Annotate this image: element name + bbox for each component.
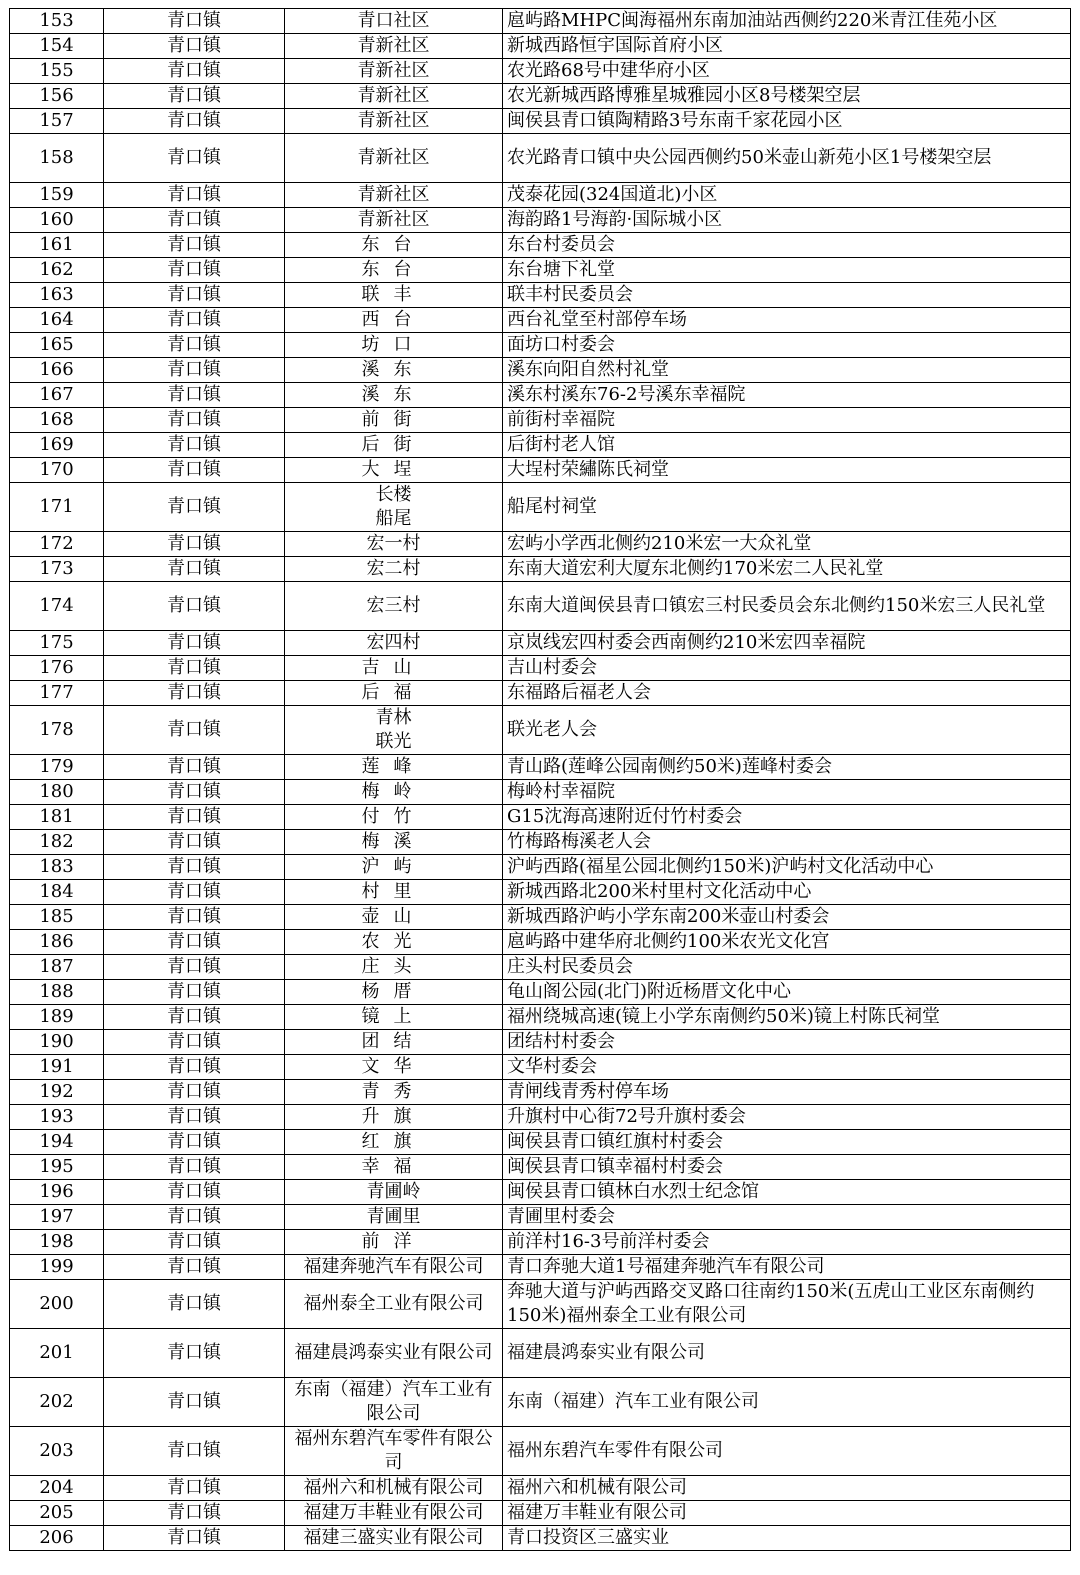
site-name-cell: 青新社区 [285,84,503,109]
town-cell: 青口镇 [104,1378,285,1427]
address-cell: 奔驰大道与沪屿西路交叉路口往南约150米(五虎山工业区东南侧约150米)福州泰全工业有限公司 [503,1280,1071,1329]
table-row [10,532,1071,557]
address-cell: 闽侯县青口镇红旗村村委会 [503,1130,1071,1155]
table-row [10,780,1071,805]
address-cell: 新城西路沪屿小学东南200米壶山村委会 [503,905,1071,930]
address-cell: 农光新城西路博雅星城雅园小区8号楼架空层 [503,84,1071,109]
town-cell: 青口镇 [104,1055,285,1080]
town-cell: 青口镇 [104,1501,285,1526]
site-name-cell: 青秀 [285,1080,503,1105]
table-row [10,1155,1071,1180]
row-number-cell: 197 [10,1205,104,1230]
town-cell: 青口镇 [104,656,285,681]
address-cell: 青闸线青秀村停车场 [503,1080,1071,1105]
address-cell: 沪屿西路(福星公园北侧约150米)沪屿村文化活动中心 [503,855,1071,880]
site-name-cell: 红旗 [285,1130,503,1155]
site-name-cell: 青新社区 [285,109,503,134]
table-row [10,631,1071,656]
row-number-cell: 157 [10,109,104,134]
row-number-cell: 189 [10,1005,104,1030]
table-row [10,458,1071,483]
table-row [10,433,1071,458]
site-name-cell: 梅溪 [285,830,503,855]
table-row [10,905,1071,930]
address-cell: 福州六和机械有限公司 [503,1476,1071,1501]
site-name-cell: 付竹 [285,805,503,830]
site-name-cell: 农光 [285,930,503,955]
town-cell: 青口镇 [104,1180,285,1205]
address-cell: 茂泰花园(324国道北)小区 [503,183,1071,208]
town-cell: 青口镇 [104,1030,285,1055]
town-cell: 青口镇 [104,283,285,308]
table-row [10,681,1071,706]
town-cell: 青口镇 [104,631,285,656]
town-cell: 青口镇 [104,134,285,183]
table-row [10,408,1071,433]
town-cell: 青口镇 [104,681,285,706]
town-cell: 青口镇 [104,9,285,34]
address-cell: 团结村村委会 [503,1030,1071,1055]
town-cell: 青口镇 [104,1205,285,1230]
address-cell: 东台村委员会 [503,233,1071,258]
row-number-cell: 192 [10,1080,104,1105]
row-number-cell: 204 [10,1476,104,1501]
site-name-cell: 福州东碧汽车零件有限公司 [285,1427,503,1476]
row-number-cell: 205 [10,1501,104,1526]
table-row [10,1005,1071,1030]
site-name-cell: 长楼 船尾 [285,483,503,532]
site-name-cell: 福建晨鸿泰实业有限公司 [285,1329,503,1378]
address-cell: G15沈海高速附近付竹村委会 [503,805,1071,830]
row-number-cell: 180 [10,780,104,805]
address-cell: 青口奔驰大道1号福建奔驰汽车有限公司 [503,1255,1071,1280]
site-name-cell: 幸福 [285,1155,503,1180]
table-row [10,1055,1071,1080]
table-row [10,1130,1071,1155]
table-row [10,183,1071,208]
town-cell: 青口镇 [104,333,285,358]
site-name-cell: 东南（福建）汽车工业有限公司 [285,1378,503,1427]
site-name-cell: 青口社区 [285,9,503,34]
town-cell: 青口镇 [104,980,285,1005]
address-cell: 联丰村民委员会 [503,283,1071,308]
town-cell: 青口镇 [104,780,285,805]
town-cell: 青口镇 [104,458,285,483]
site-name-cell: 溪东 [285,358,503,383]
table-row [10,59,1071,84]
town-cell: 青口镇 [104,955,285,980]
site-name-cell: 溪东 [285,383,503,408]
town-cell: 青口镇 [104,755,285,780]
row-number-cell: 167 [10,383,104,408]
town-cell: 青口镇 [104,582,285,631]
address-cell: 船尾村祠堂 [503,483,1071,532]
town-cell: 青口镇 [104,1155,285,1180]
row-number-cell: 154 [10,34,104,59]
town-cell: 青口镇 [104,930,285,955]
table-row [10,1030,1071,1055]
site-name-cell: 大埕 [285,458,503,483]
row-number-cell: 155 [10,59,104,84]
site-name-cell: 福州六和机械有限公司 [285,1476,503,1501]
site-name-cell: 青林 联光 [285,706,503,755]
row-number-cell: 175 [10,631,104,656]
town-cell: 青口镇 [104,905,285,930]
row-number-cell: 153 [10,9,104,34]
table-row [10,134,1071,183]
site-name-cell: 文华 [285,1055,503,1080]
row-number-cell: 169 [10,433,104,458]
table-row [10,1526,1071,1551]
site-name-cell: 青新社区 [285,208,503,233]
row-number-cell: 158 [10,134,104,183]
row-number-cell: 162 [10,258,104,283]
town-cell: 青口镇 [104,183,285,208]
table-row [10,383,1071,408]
table-row [10,1180,1071,1205]
address-cell: 竹梅路梅溪老人会 [503,830,1071,855]
row-number-cell: 186 [10,930,104,955]
site-list-table [9,8,1071,1551]
address-cell: 闽侯县青口镇幸福村村委会 [503,1155,1071,1180]
town-cell: 青口镇 [104,84,285,109]
address-cell: 东南（福建）汽车工业有限公司 [503,1378,1071,1427]
site-name-cell: 村里 [285,880,503,905]
town-cell: 青口镇 [104,109,285,134]
address-cell: 面坊口村委会 [503,333,1071,358]
site-name-cell: 福建万丰鞋业有限公司 [285,1501,503,1526]
row-number-cell: 176 [10,656,104,681]
address-cell: 福建晨鸿泰实业有限公司 [503,1329,1071,1378]
row-number-cell: 198 [10,1230,104,1255]
site-name-cell: 杨厝 [285,980,503,1005]
address-cell: 东南大道宏利大厦东北侧约170米宏二人民礼堂 [503,557,1071,582]
table-row [10,557,1071,582]
row-number-cell: 206 [10,1526,104,1551]
town-cell: 青口镇 [104,1526,285,1551]
town-cell: 青口镇 [104,433,285,458]
row-number-cell: 177 [10,681,104,706]
town-cell: 青口镇 [104,855,285,880]
table-row [10,9,1071,34]
site-name-cell: 福州泰全工业有限公司 [285,1280,503,1329]
table-row [10,1476,1071,1501]
table-row [10,582,1071,631]
row-number-cell: 179 [10,755,104,780]
address-cell: 新城西路北200米村里村文化活动中心 [503,880,1071,905]
row-number-cell: 200 [10,1280,104,1329]
address-cell: 溪东村溪东76-2号溪东幸福院 [503,383,1071,408]
table-row [10,1080,1071,1105]
table-row [10,358,1071,383]
address-cell: 青山路(莲峰公园南侧约50米)莲峰村委会 [503,755,1071,780]
site-name-cell: 前街 [285,408,503,433]
table-row [10,333,1071,358]
row-number-cell: 202 [10,1378,104,1427]
table-row [10,805,1071,830]
row-number-cell: 199 [10,1255,104,1280]
site-name-cell: 莲峰 [285,755,503,780]
table-row [10,1255,1071,1280]
row-number-cell: 181 [10,805,104,830]
row-number-cell: 172 [10,532,104,557]
site-name-cell: 梅岭 [285,780,503,805]
site-name-cell: 升旗 [285,1105,503,1130]
row-number-cell: 166 [10,358,104,383]
address-cell: 福建万丰鞋业有限公司 [503,1501,1071,1526]
address-cell: 福州绕城高速(镜上小学东南侧约50米)镜上村陈氏祠堂 [503,1005,1071,1030]
table-row [10,855,1071,880]
table-row [10,880,1071,905]
table-row [10,109,1071,134]
town-cell: 青口镇 [104,1230,285,1255]
town-cell: 青口镇 [104,34,285,59]
table-row [10,1280,1071,1329]
address-cell: 青口投资区三盛实业 [503,1526,1071,1551]
address-cell: 吉山村委会 [503,656,1071,681]
address-cell: 升旗村中心街72号升旗村委会 [503,1105,1071,1130]
table-row [10,283,1071,308]
table-row [10,955,1071,980]
table-row [10,1205,1071,1230]
address-cell: 农光路青口镇中央公园西侧约50米壶山新苑小区1号楼架空层 [503,134,1071,183]
site-name-cell: 宏一村 [285,532,503,557]
table-row [10,1378,1071,1427]
row-number-cell: 201 [10,1329,104,1378]
address-cell: 庄头村民委员会 [503,955,1071,980]
table-row [10,656,1071,681]
address-cell: 前街村幸福院 [503,408,1071,433]
town-cell: 青口镇 [104,1427,285,1476]
row-number-cell: 161 [10,233,104,258]
town-cell: 青口镇 [104,233,285,258]
site-name-cell: 福建三盛实业有限公司 [285,1526,503,1551]
address-cell: 闽侯县青口镇林白水烈士纪念馆 [503,1180,1071,1205]
site-name-cell: 东台 [285,258,503,283]
address-cell: 文华村委会 [503,1055,1071,1080]
table-row [10,1427,1071,1476]
site-name-cell: 青新社区 [285,34,503,59]
town-cell: 青口镇 [104,1005,285,1030]
address-cell: 西台礼堂至村部停车场 [503,308,1071,333]
address-cell: 梅岭村幸福院 [503,780,1071,805]
town-cell: 青口镇 [104,1280,285,1329]
row-number-cell: 195 [10,1155,104,1180]
town-cell: 青口镇 [104,1105,285,1130]
row-number-cell: 182 [10,830,104,855]
address-cell: 京岚线宏四村委会西南侧约210米宏四幸福院 [503,631,1071,656]
town-cell: 青口镇 [104,880,285,905]
row-number-cell: 185 [10,905,104,930]
table-row [10,930,1071,955]
table-row [10,483,1071,532]
site-name-cell: 青圃岭 [285,1180,503,1205]
table-body [10,9,1071,1551]
table-row [10,34,1071,59]
town-cell: 青口镇 [104,483,285,532]
row-number-cell: 184 [10,880,104,905]
table-row [10,1329,1071,1378]
row-number-cell: 174 [10,582,104,631]
row-number-cell: 160 [10,208,104,233]
town-cell: 青口镇 [104,706,285,755]
town-cell: 青口镇 [104,1130,285,1155]
table-row [10,258,1071,283]
address-cell: 农光路68号中建华府小区 [503,59,1071,84]
town-cell: 青口镇 [104,59,285,84]
row-number-cell: 171 [10,483,104,532]
row-number-cell: 170 [10,458,104,483]
row-number-cell: 168 [10,408,104,433]
site-name-cell: 镜上 [285,1005,503,1030]
site-name-cell: 吉山 [285,656,503,681]
address-cell: 东福路后福老人会 [503,681,1071,706]
row-number-cell: 183 [10,855,104,880]
row-number-cell: 194 [10,1130,104,1155]
town-cell: 青口镇 [104,1329,285,1378]
table-row [10,1501,1071,1526]
address-cell: 东台塘下礼堂 [503,258,1071,283]
address-cell: 福州东碧汽车零件有限公司 [503,1427,1071,1476]
site-name-cell: 福建奔驰汽车有限公司 [285,1255,503,1280]
address-cell: 东南大道闽侯县青口镇宏三村民委员会东北侧约150米宏三人民礼堂 [503,582,1071,631]
address-cell: 溪东向阳自然村礼堂 [503,358,1071,383]
row-number-cell: 188 [10,980,104,1005]
table-row [10,308,1071,333]
town-cell: 青口镇 [104,358,285,383]
town-cell: 青口镇 [104,1255,285,1280]
town-cell: 青口镇 [104,208,285,233]
row-number-cell: 193 [10,1105,104,1130]
table-row [10,208,1071,233]
town-cell: 青口镇 [104,308,285,333]
table-row [10,980,1071,1005]
row-number-cell: 203 [10,1427,104,1476]
address-cell: 后街村老人馆 [503,433,1071,458]
row-number-cell: 173 [10,557,104,582]
town-cell: 青口镇 [104,258,285,283]
row-number-cell: 159 [10,183,104,208]
town-cell: 青口镇 [104,1476,285,1501]
table-row [10,706,1071,755]
town-cell: 青口镇 [104,805,285,830]
row-number-cell: 156 [10,84,104,109]
address-cell: 宏屿小学西北侧约210米宏一大众礼堂 [503,532,1071,557]
address-cell: 前洋村16-3号前洋村委会 [503,1230,1071,1255]
address-cell: 青圃里村委会 [503,1205,1071,1230]
town-cell: 青口镇 [104,383,285,408]
row-number-cell: 163 [10,283,104,308]
site-name-cell: 团结 [285,1030,503,1055]
site-name-cell: 后福 [285,681,503,706]
table-row [10,1230,1071,1255]
site-name-cell: 后街 [285,433,503,458]
site-name-cell: 壶山 [285,905,503,930]
address-cell: 大埕村荣繡陈氏祠堂 [503,458,1071,483]
table-row [10,830,1071,855]
address-cell: 龟山阁公园(北门)附近杨厝文化中心 [503,980,1071,1005]
site-name-cell: 青新社区 [285,134,503,183]
address-cell: 扈屿路MHPC闽海福州东南加油站西侧约220米青江佳苑小区 [503,9,1071,34]
row-number-cell: 164 [10,308,104,333]
site-name-cell: 沪屿 [285,855,503,880]
site-name-cell: 宏二村 [285,557,503,582]
site-name-cell: 西台 [285,308,503,333]
site-name-cell: 坊口 [285,333,503,358]
town-cell: 青口镇 [104,532,285,557]
site-name-cell: 宏四村 [285,631,503,656]
site-name-cell: 前洋 [285,1230,503,1255]
town-cell: 青口镇 [104,1080,285,1105]
site-name-cell: 青新社区 [285,183,503,208]
site-name-cell: 宏三村 [285,582,503,631]
site-name-cell: 青圃里 [285,1205,503,1230]
table-row [10,233,1071,258]
row-number-cell: 191 [10,1055,104,1080]
address-cell: 联光老人会 [503,706,1071,755]
address-cell: 新城西路恒宇国际首府小区 [503,34,1071,59]
table-row [10,84,1071,109]
town-cell: 青口镇 [104,408,285,433]
site-name-cell: 东台 [285,233,503,258]
address-cell: 海韵路1号海韵·国际城小区 [503,208,1071,233]
town-cell: 青口镇 [104,557,285,582]
site-name-cell: 联丰 [285,283,503,308]
row-number-cell: 196 [10,1180,104,1205]
row-number-cell: 190 [10,1030,104,1055]
site-name-cell: 庄头 [285,955,503,980]
row-number-cell: 165 [10,333,104,358]
table-row [10,1105,1071,1130]
table-row [10,755,1071,780]
address-cell: 闽侯县青口镇陶精路3号东南千家花园小区 [503,109,1071,134]
row-number-cell: 178 [10,706,104,755]
row-number-cell: 187 [10,955,104,980]
address-cell: 扈屿路中建华府北侧约100米农光文化宫 [503,930,1071,955]
site-name-cell: 青新社区 [285,59,503,84]
town-cell: 青口镇 [104,830,285,855]
